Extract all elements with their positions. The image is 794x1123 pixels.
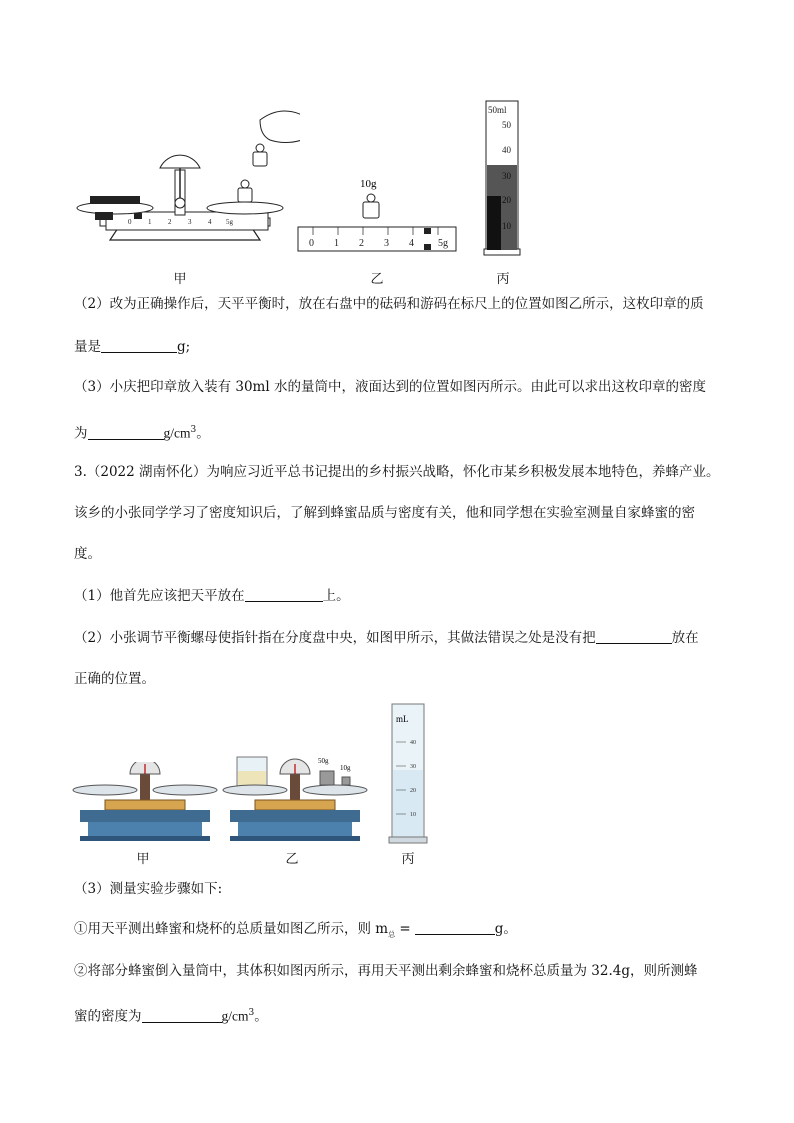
answer-blank[interactable] [142, 1008, 222, 1023]
q2-2-line2: 量是 g; [74, 339, 191, 355]
answer-blank[interactable] [596, 629, 672, 644]
q2-2-line1: （2）改为正确操作后，天平平衡时，放在右盘中的砝码和游码在标尺上的位置如图乙所示，这枚印章的质 [74, 296, 704, 312]
svg-text:3: 3 [188, 218, 192, 226]
cylinder-tick: 40 [410, 740, 416, 746]
answer-blank[interactable] [245, 587, 323, 602]
ruler-tick: 0 [309, 238, 314, 249]
cylinder-tick: 20 [410, 788, 416, 794]
cylinder-tick: 50ml [488, 105, 507, 115]
q3-sub1: （1）他首先应该把天平放在 上。 [74, 588, 350, 604]
q3-3-step2-line1: ②将部分蜂蜜倒入量筒中，其体积如图丙所示，再用天平测出剩余蜂蜜和烧杯总质量为 32.4g，则所测蜂 [74, 963, 698, 979]
svg-text:0: 0 [128, 218, 132, 226]
cylinder-tick: 20 [502, 195, 511, 205]
cylinder-tick: 10 [410, 812, 416, 818]
figure1-label-yi: 乙 [370, 272, 384, 287]
weight-10g-label: 10g [340, 764, 351, 772]
measuring-cylinder-illustration [478, 95, 528, 260]
cylinder-unit: mL [396, 714, 409, 724]
balance-jia-illustration [70, 762, 220, 842]
figure1-label-jia: 甲 [173, 272, 187, 287]
ruler-weight-illustration [295, 175, 465, 260]
q3-line1: 3.（2022 湖南怀化）为响应习近平总书记提出的乡村振兴战略，怀化市某乡积极发展本地特色，养蜂产业。 [74, 464, 720, 480]
q3-line3: 度。 [74, 546, 101, 562]
q2-3-line1: （3）小庆把印章放入装有 30ml 水的量筒中，液面达到的位置如图丙所示。由此可以求出这枚印章的密度 [74, 379, 706, 395]
weight-50g-label: 50g [318, 757, 329, 765]
q3-line2: 该乡的小张同学学习了密度知识后，了解到蜂蜜品质与密度有关，他和同学想在实验室测量自家蜂蜜的密 [74, 505, 695, 521]
answer-blank[interactable] [101, 338, 177, 353]
cylinder-tick: 50 [502, 120, 511, 130]
ruler-tick: 5g [438, 238, 448, 249]
ruler-tick: 2 [359, 238, 364, 249]
svg-text:5g: 5g [226, 218, 233, 226]
q3-3-step1: ①用天平测出蜂蜜和烧杯的总质量如图乙所示，则 $m_总 = g$。 [74, 921, 517, 939]
balance-scale-illustration [70, 100, 300, 260]
figure1-label-bing: 丙 [496, 272, 510, 287]
graduated-cylinder-illustration [388, 700, 428, 845]
cylinder-tick: 30 [410, 764, 416, 770]
svg-text:4: 4 [208, 218, 212, 226]
ruler-tick: 3 [384, 238, 389, 249]
answer-blank[interactable] [415, 920, 495, 935]
cylinder-tick: 40 [502, 145, 511, 155]
balance-yi-illustration [220, 755, 370, 842]
figure2-label-yi: 乙 [285, 852, 299, 867]
ruler-tick: 1 [334, 238, 339, 249]
cylinder-tick: 10 [502, 221, 511, 231]
figure2-label-jia: 甲 [136, 852, 150, 867]
q3-3-title: （3）测量实验步骤如下: [74, 881, 223, 897]
svg-text:1: 1 [148, 218, 152, 226]
svg-text:2: 2 [168, 218, 172, 226]
figure1 [60, 90, 540, 290]
cylinder-tick: 30 [502, 171, 511, 181]
q3-sub2-line2: 正确的位置。 [74, 671, 155, 687]
q3-3-step2-line2: 蜜的密度为 $g/cm^3$。 [74, 1008, 268, 1025]
figure2-label-bing: 丙 [401, 852, 415, 867]
weight-10g-label: 10g [360, 178, 377, 190]
ruler-tick: 4 [409, 238, 414, 249]
q2-3-line2: 为 $g/cm^3$。 [74, 425, 210, 442]
q3-sub2-line1: （2）小张调节平衡螺母使指针指在分度盘中央，如图甲所示，其做法错误之处是没有把 放在 [74, 630, 699, 646]
figure2 [70, 700, 440, 865]
answer-blank[interactable] [88, 425, 164, 440]
